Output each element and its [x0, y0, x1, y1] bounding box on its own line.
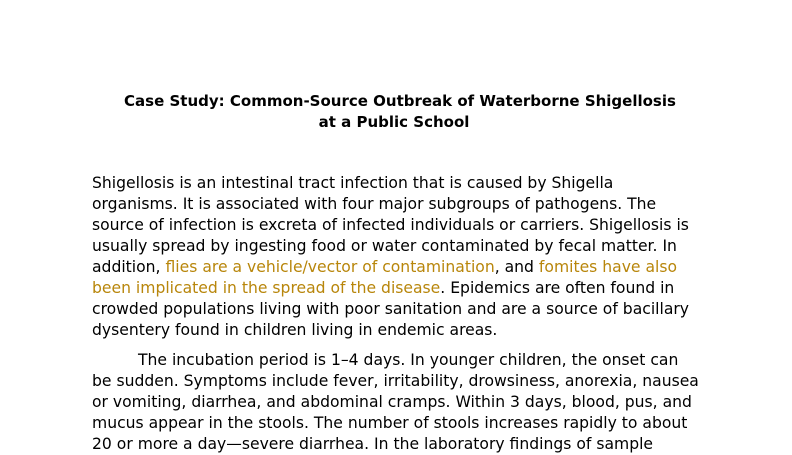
paragraph-1-line-8: dysentery found in children living in endemic areas.: [92, 321, 498, 339]
highlighted-phrase-fomites-start: fomites have also: [538, 258, 678, 276]
paragraph-2-line-5: 20 or more a day—severe diarrhea. In the laboratory findings of sample: [92, 435, 654, 453]
paragraph-2-line-1: The incubation period is 1–4 days. In younger children, the onset can: [138, 351, 679, 369]
line-5-prefix: addition,: [92, 258, 166, 276]
paragraph-1-line-7: crowded populations living with poor sanitation and are a source of bacillary: [92, 300, 690, 318]
paragraph-1-line-2: organisms. It is associated with four major subgroups of pathogens. The: [92, 195, 657, 213]
paragraph-1-line-5: [92, 257, 677, 278]
highlighted-phrase-flies: flies are a vehicle/vector of contamination: [165, 258, 495, 276]
paragraph-1-line-3: source of infection is excreta of infected individuals or carriers. Shigellosis is: [92, 216, 689, 234]
document-title-line-1: Case Study: Common-Source Outbreak of Waterborne Shigellosis: [124, 92, 676, 110]
paragraph-2-line-4: mucus appear in the stools. The number of stools increases rapidly to about: [92, 414, 688, 432]
line-6-suffix: . Epidemics are often found in: [440, 279, 675, 297]
line-5-mid: , and: [494, 258, 539, 276]
paragraph-2-line-3: or vomiting, diarrhea, and abdominal cramps. Within 3 days, blood, pus, and: [92, 393, 692, 411]
paragraph-1-line-6: [92, 278, 674, 299]
document-title-line-2: at a Public School: [318, 113, 470, 131]
paragraph-2-line-2: be sudden. Symptoms include fever, irritability, drowsiness, anorexia, nausea: [92, 372, 699, 390]
paragraph-1-line-1: Shigellosis is an intestinal tract infection that is caused by Shigella: [92, 174, 614, 192]
paragraph-1-line-4: usually spread by ingesting food or water contaminated by fecal matter. In: [92, 237, 677, 255]
highlighted-phrase-fomites-end: been implicated in the spread of the disease: [92, 279, 441, 297]
